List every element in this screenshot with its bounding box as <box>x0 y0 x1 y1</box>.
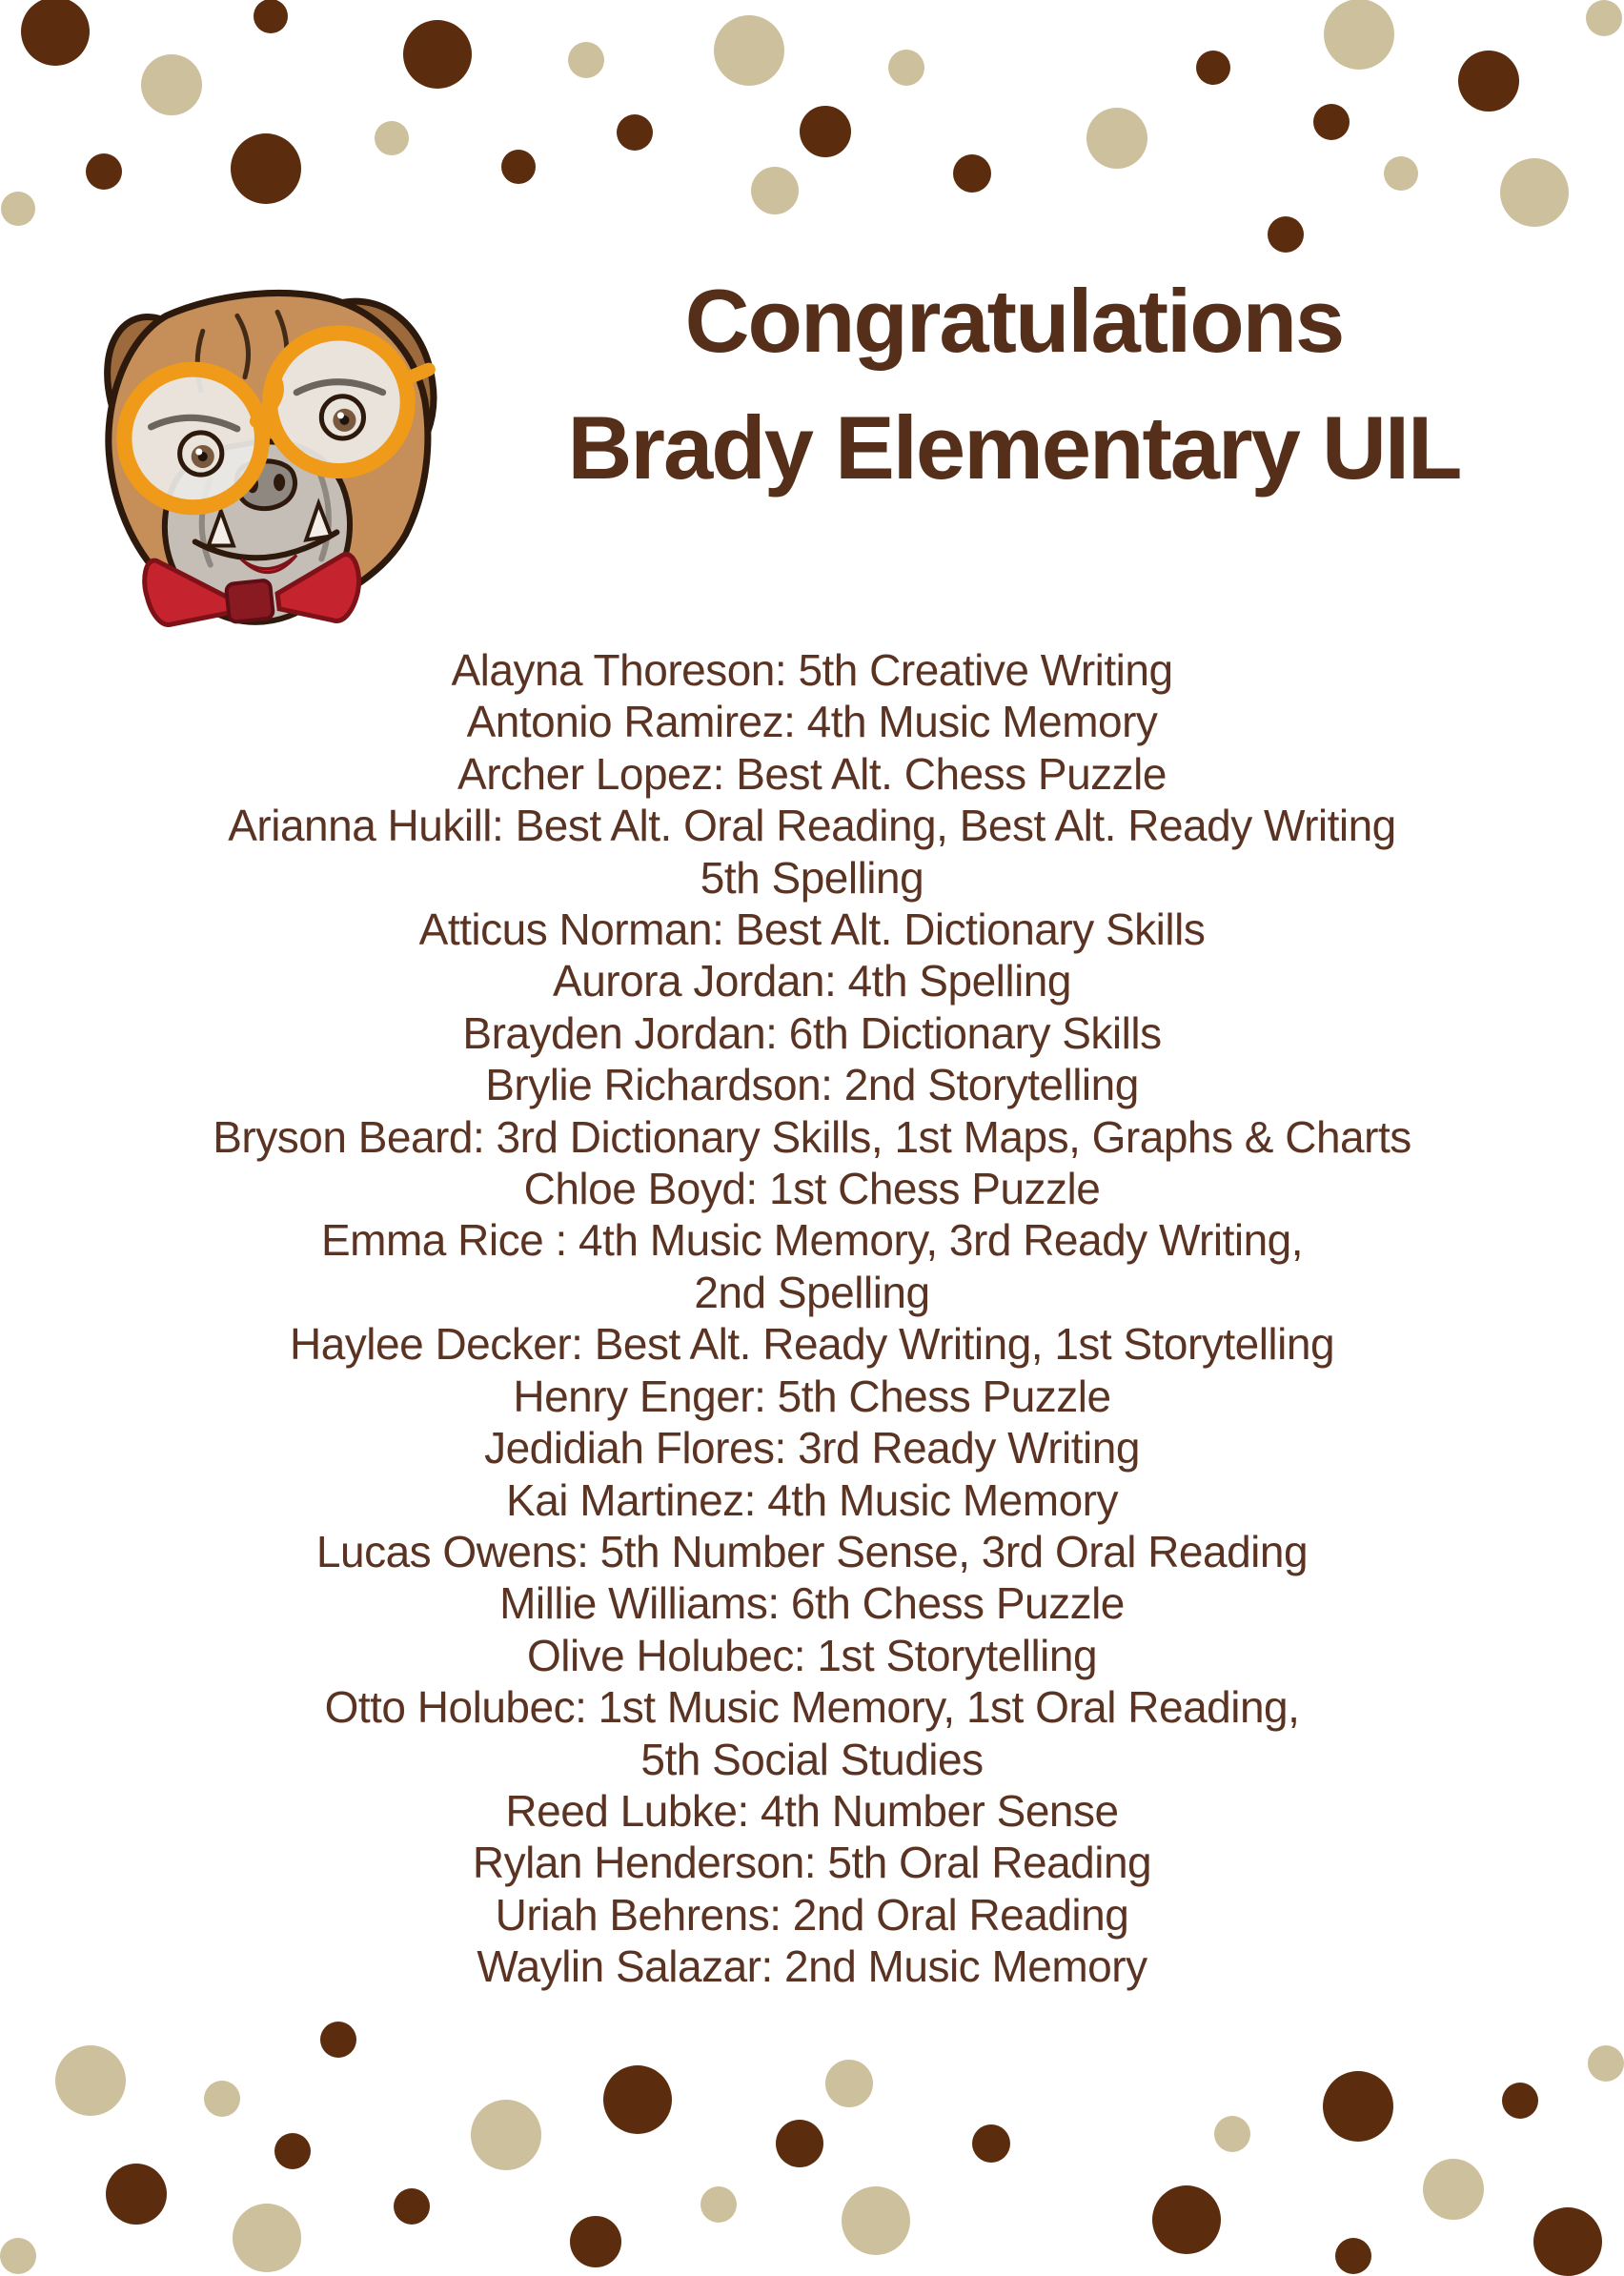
polka-dot <box>1152 2185 1221 2254</box>
polka-dot <box>1086 108 1147 169</box>
polka-dot <box>1323 2071 1393 2142</box>
award-line: Aurora Jordan: 4th Spelling <box>553 956 1071 1006</box>
polka-dot <box>141 54 202 115</box>
award-line: Chloe Boyd: 1st Chess Puzzle <box>523 1164 1101 1214</box>
polka-dot <box>1313 104 1350 140</box>
polka-dot <box>1588 2045 1624 2082</box>
award-line: 2nd Spelling <box>694 1267 930 1317</box>
polka-dot <box>617 114 653 151</box>
polka-dot <box>1423 2159 1484 2220</box>
polka-dot <box>0 2238 36 2274</box>
polka-dot <box>570 2216 621 2267</box>
title-line-1: Congratulations <box>684 271 1344 371</box>
right-eye-highlight <box>337 412 344 418</box>
poster-title <box>410 257 1618 511</box>
award-line: Haylee Decker: Best Alt. Ready Writing, 1st Storytelling <box>289 1319 1335 1370</box>
award-line: Otto Holubec: 1st Music Memory, 1st Oral Reading, <box>324 1682 1300 1733</box>
award-line: Antonio Ramirez: 4th Music Memory <box>466 697 1158 747</box>
polka-dot <box>1384 156 1418 191</box>
polka-dot <box>825 2060 873 2107</box>
polka-dot <box>1214 2116 1250 2152</box>
polka-dot <box>204 2081 240 2117</box>
polka-dot <box>471 2100 541 2170</box>
polka-dot <box>1 192 35 226</box>
polka-dot <box>403 20 472 89</box>
right-nostril <box>274 474 285 491</box>
award-line: Atticus Norman: Best Alt. Dictionary Skills <box>418 904 1206 955</box>
awards-list <box>0 644 1624 1993</box>
award-line: Kai Martinez: 4th Music Memory <box>506 1474 1118 1525</box>
award-line: Lucas Owens: 5th Number Sense, 3rd Oral Reading <box>315 1526 1309 1576</box>
polka-dot <box>568 42 604 78</box>
polka-dot <box>776 2120 823 2167</box>
polka-dot <box>233 2204 301 2272</box>
polka-dot <box>1196 51 1230 85</box>
polka-dot <box>1502 2083 1538 2119</box>
polka-dot <box>394 2188 430 2225</box>
award-line: Henry Enger: 5th Chess Puzzle <box>513 1371 1111 1421</box>
left-eye-highlight <box>195 449 202 456</box>
polka-dot <box>1458 51 1519 112</box>
award-line: Rylan Henderson: 5th Oral Reading <box>472 1838 1152 1888</box>
polka-dot <box>274 2133 311 2169</box>
bowtie-knot <box>226 579 274 622</box>
award-line: Arianna Hukill: Best Alt. Oral Reading, Best Alt. Ready Writing <box>228 801 1396 851</box>
bulldog-mascot-image <box>50 254 461 642</box>
award-line: 5th Spelling <box>700 852 924 903</box>
award-line: Bryson Beard: 3rd Dictionary Skills, 1st Maps, Graphs & Charts <box>213 1111 1411 1162</box>
polka-dot <box>1324 0 1394 70</box>
polka-dot <box>231 133 301 204</box>
award-line: Jedidiah Flores: 3rd Ready Writing <box>484 1423 1140 1473</box>
award-line: Alayna Thoreson: 5th Creative Writing <box>451 645 1173 695</box>
polka-dot <box>501 150 536 184</box>
polka-dot <box>751 167 799 214</box>
polka-dot <box>603 2065 672 2134</box>
award-line: Millie Williams: 6th Chess Puzzle <box>499 1578 1125 1629</box>
award-line: 5th Social Studies <box>640 1734 984 1784</box>
title-line-2: Brady Elementary UIL <box>567 397 1461 498</box>
polka-dot <box>1335 2238 1371 2274</box>
polka-dot <box>888 50 924 86</box>
award-line: Brylie Richardson: 2nd Storytelling <box>485 1060 1139 1110</box>
polka-dot <box>1268 216 1304 253</box>
award-line: Emma Rice : 4th Music Memory, 3rd Ready Writing, <box>320 1215 1304 1266</box>
polka-dot <box>800 106 851 157</box>
award-line: Olive Holubec: 1st Storytelling <box>526 1630 1098 1680</box>
award-line: Archer Lopez: Best Alt. Chess Puzzle <box>457 748 1167 799</box>
polka-dot <box>320 2022 356 2058</box>
polka-dot <box>700 2186 737 2223</box>
polka-dot <box>972 2124 1010 2163</box>
award-line: Waylin Salazar: 2nd Music Memory <box>477 1941 1147 1992</box>
polka-dot <box>953 154 991 193</box>
polka-dot <box>714 15 784 86</box>
polka-dot <box>86 153 122 190</box>
polka-dot <box>21 0 90 66</box>
polka-dot <box>106 2164 167 2225</box>
award-line: Brayden Jordan: 6th Dictionary Skills <box>462 1007 1162 1058</box>
polka-dot <box>1533 2207 1602 2276</box>
polka-dot <box>375 121 409 155</box>
award-line: Uriah Behrens: 2nd Oral Reading <box>495 1889 1129 1940</box>
polka-dot <box>1500 158 1569 227</box>
award-line: Reed Lubke: 4th Number Sense <box>505 1785 1119 1836</box>
polka-dot <box>1586 0 1622 36</box>
polka-dot <box>55 2045 126 2116</box>
polka-dot <box>254 0 288 33</box>
polka-dot <box>842 2186 910 2255</box>
